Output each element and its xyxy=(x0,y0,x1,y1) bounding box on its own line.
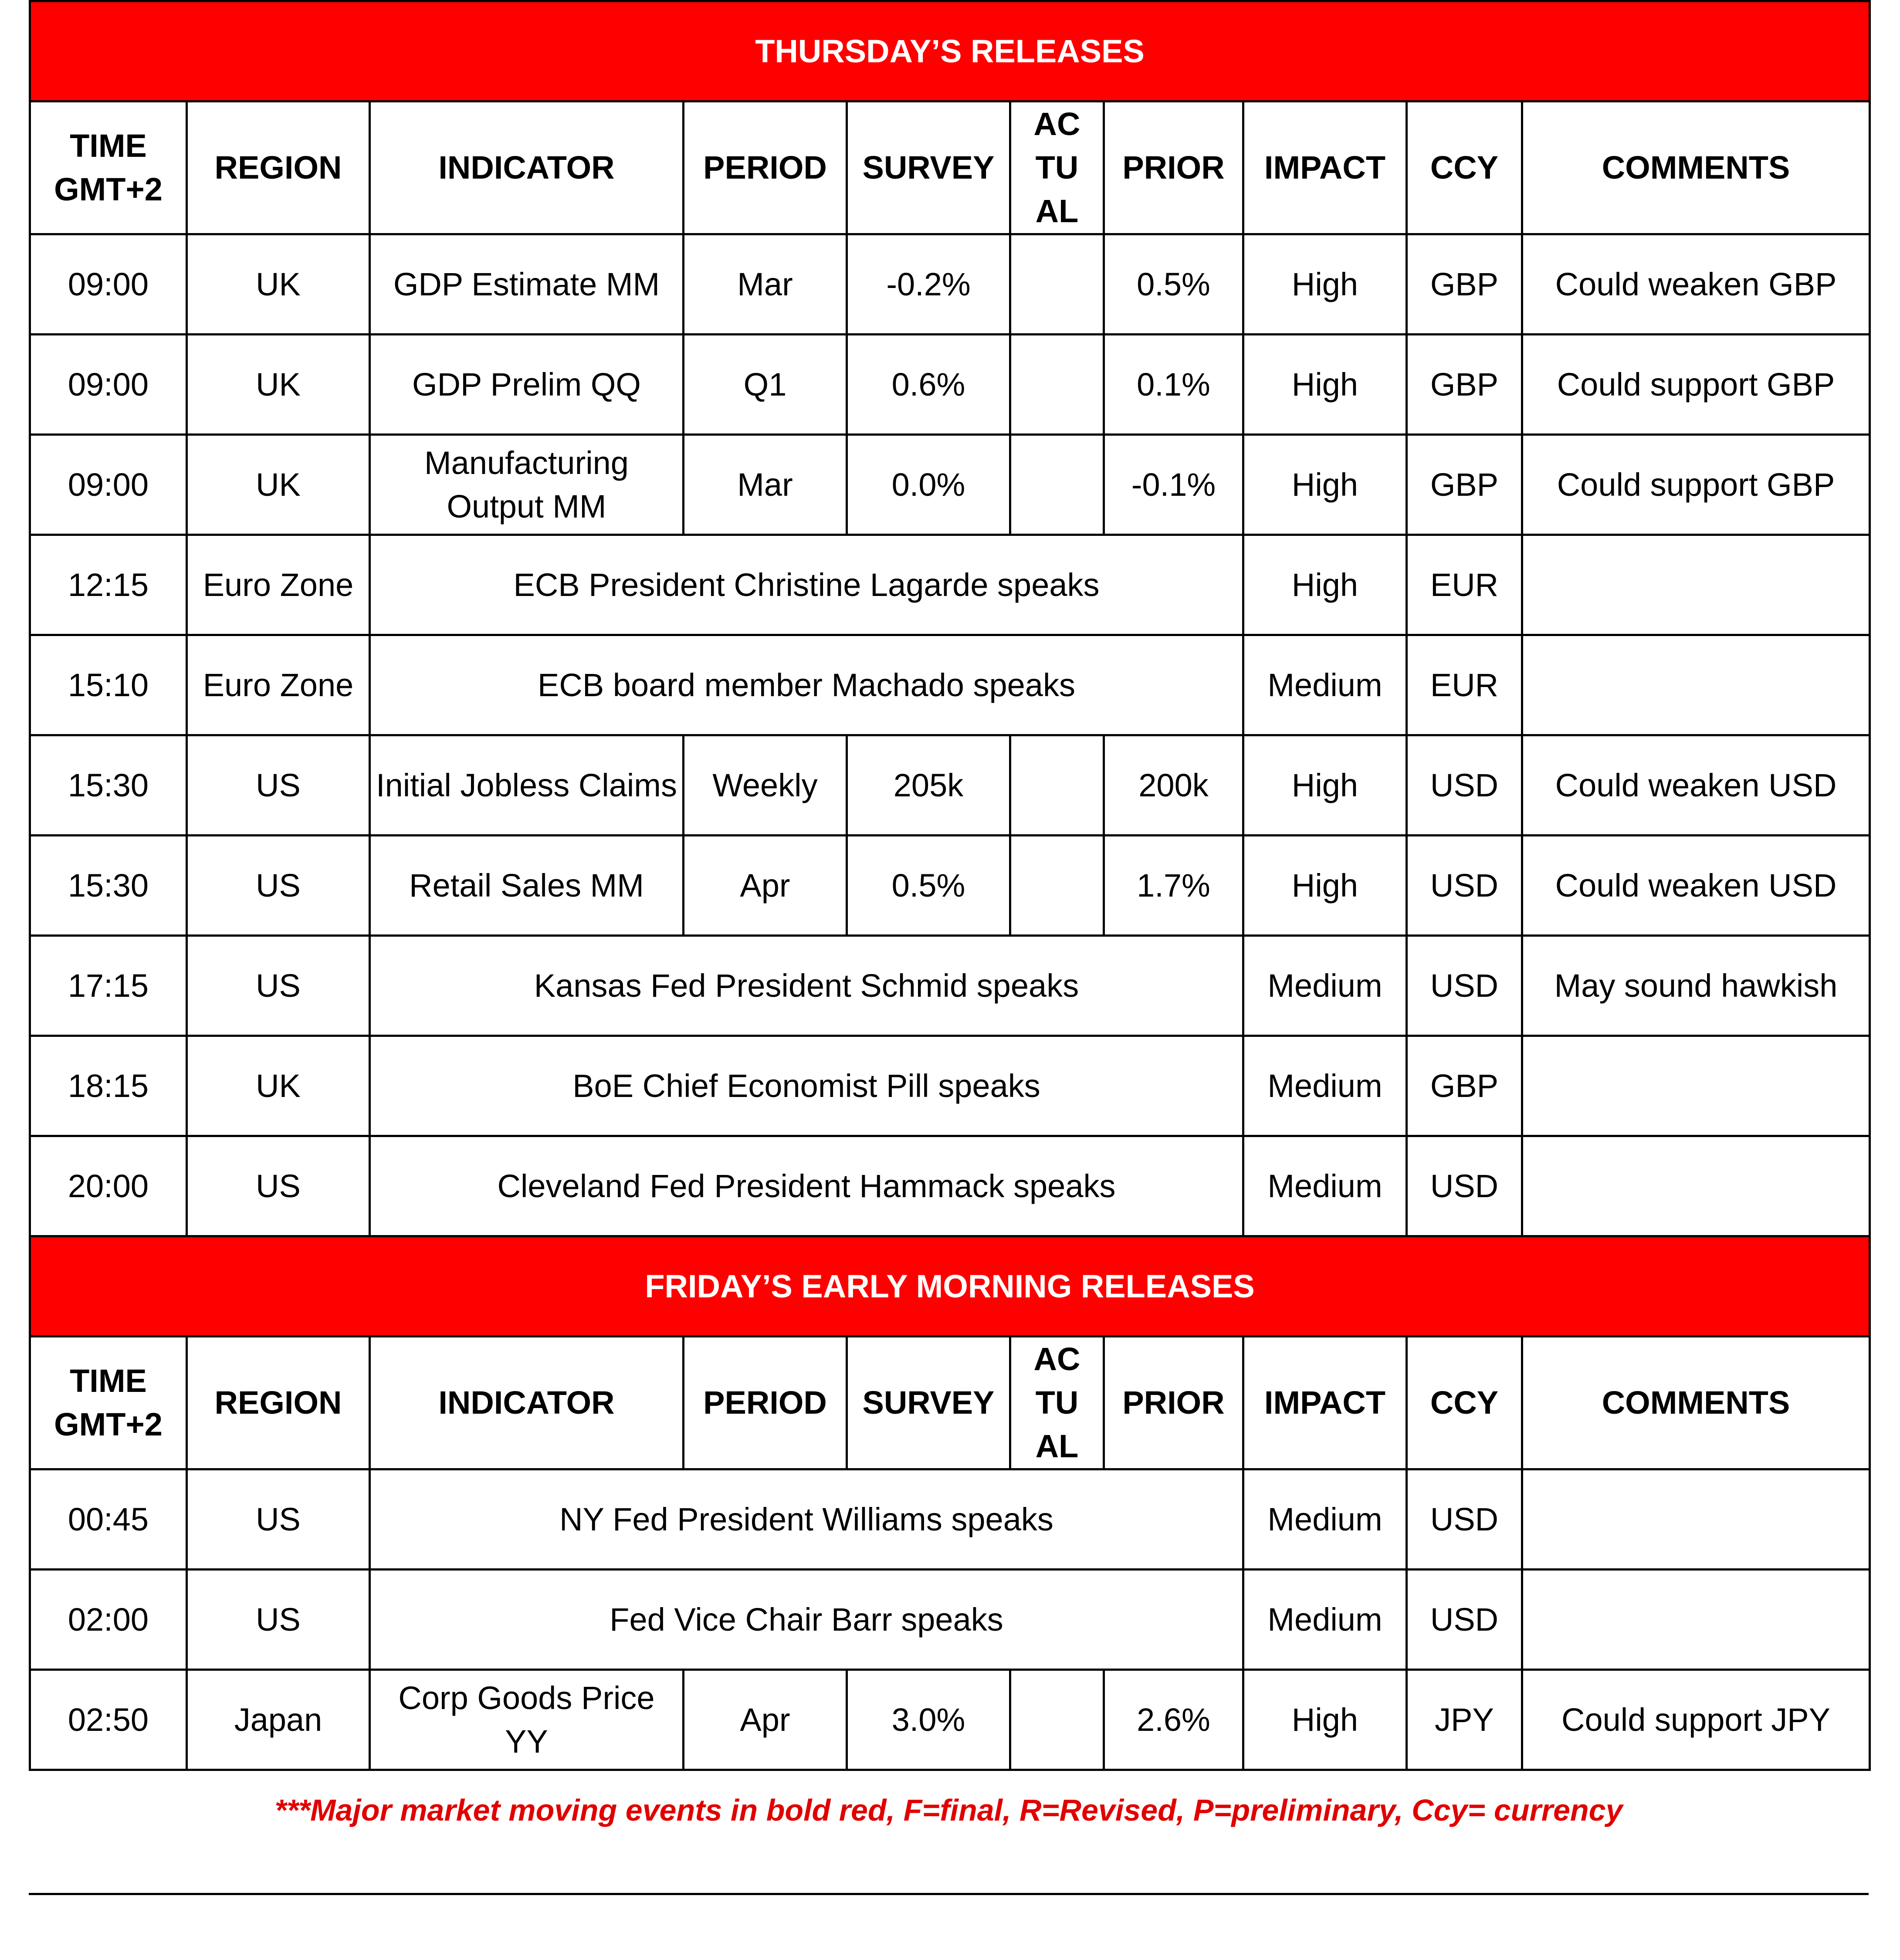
indicator-cell: Manufacturing Output MM xyxy=(370,435,684,535)
table-row xyxy=(30,335,1870,435)
period-cell: Weekly xyxy=(684,735,847,836)
actual-cell xyxy=(1010,234,1104,335)
column-header: IMPACT xyxy=(1243,1337,1407,1469)
actual-cell xyxy=(1010,836,1104,936)
comments-cell: Could weaken USD xyxy=(1522,836,1870,936)
time-cell: 02:50 xyxy=(30,1670,187,1770)
event-cell: Fed Vice Chair Barr speaks xyxy=(370,1570,1243,1670)
region-cell: US xyxy=(187,1570,370,1670)
time-cell: 17:15 xyxy=(30,936,187,1036)
survey-cell: 205k xyxy=(847,735,1010,836)
calendar-wrapper xyxy=(29,0,1869,1771)
region-cell: US xyxy=(187,1136,370,1236)
region-cell: UK xyxy=(187,335,370,435)
region-cell: US xyxy=(187,1469,370,1570)
comments-cell xyxy=(1522,1136,1870,1236)
comments-cell: Could support GBP xyxy=(1522,435,1870,535)
column-header: AC TU AL xyxy=(1010,1337,1104,1469)
impact-cell: High xyxy=(1243,535,1407,635)
time-cell: 09:00 xyxy=(30,335,187,435)
ccy-cell: GBP xyxy=(1407,234,1522,335)
impact-cell: Medium xyxy=(1243,1136,1407,1236)
region-cell: UK xyxy=(187,435,370,535)
event-cell: Kansas Fed President Schmid speaks xyxy=(370,936,1243,1036)
column-header: REGION xyxy=(187,102,370,234)
column-header: INDICATOR xyxy=(370,102,684,234)
column-header: PRIOR xyxy=(1104,1337,1243,1469)
period-cell: Mar xyxy=(684,435,847,535)
comments-cell: Could support JPY xyxy=(1522,1670,1870,1770)
actual-cell xyxy=(1010,335,1104,435)
actual-cell xyxy=(1010,735,1104,836)
table-row xyxy=(30,936,1870,1036)
time-cell: 15:30 xyxy=(30,836,187,936)
impact-cell: High xyxy=(1243,1670,1407,1770)
region-cell: Euro Zone xyxy=(187,635,370,735)
ccy-cell: GBP xyxy=(1407,335,1522,435)
column-header: TIME GMT+2 xyxy=(30,1337,187,1469)
region-cell: US xyxy=(187,836,370,936)
table-row xyxy=(30,234,1870,335)
event-cell: NY Fed President Williams speaks xyxy=(370,1469,1243,1570)
time-cell: 18:15 xyxy=(30,1036,187,1136)
table-row xyxy=(30,535,1870,635)
section-banner xyxy=(30,1,1870,102)
column-header: TIME GMT+2 xyxy=(30,102,187,234)
time-cell: 09:00 xyxy=(30,234,187,335)
section-title: THURSDAY’S RELEASES xyxy=(30,1,1870,102)
table-row xyxy=(30,1670,1870,1770)
comments-cell: Could weaken GBP xyxy=(1522,234,1870,335)
actual-cell xyxy=(1010,1670,1104,1770)
table-row xyxy=(30,1136,1870,1236)
column-header: PRIOR xyxy=(1104,102,1243,234)
survey-cell: 3.0% xyxy=(847,1670,1010,1770)
ccy-cell: USD xyxy=(1407,1570,1522,1670)
column-header: AC TU AL xyxy=(1010,102,1104,234)
actual-cell xyxy=(1010,435,1104,535)
economic-calendar-table xyxy=(29,0,1871,1771)
impact-cell: High xyxy=(1243,234,1407,335)
table-row xyxy=(30,1469,1870,1570)
survey-cell: 0.6% xyxy=(847,335,1010,435)
table-row xyxy=(30,836,1870,936)
prior-cell: 0.1% xyxy=(1104,335,1243,435)
header-row xyxy=(30,1337,1870,1469)
ccy-cell: JPY xyxy=(1407,1670,1522,1770)
ccy-cell: EUR xyxy=(1407,535,1522,635)
bottom-divider xyxy=(29,1893,1869,1895)
ccy-cell: USD xyxy=(1407,1469,1522,1570)
table-row xyxy=(30,1570,1870,1670)
region-cell: UK xyxy=(187,234,370,335)
footnote: ***Major market moving events in bold red, F=final, R=Revised, P=preliminary, Ccy= currency xyxy=(274,1793,1623,1827)
event-cell: ECB President Christine Lagarde speaks xyxy=(370,535,1243,635)
event-cell: ECB board member Machado speaks xyxy=(370,635,1243,735)
prior-cell: 1.7% xyxy=(1104,836,1243,936)
prior-cell: -0.1% xyxy=(1104,435,1243,535)
period-cell: Apr xyxy=(684,836,847,936)
ccy-cell: EUR xyxy=(1407,635,1522,735)
time-cell: 09:00 xyxy=(30,435,187,535)
ccy-cell: GBP xyxy=(1407,1036,1522,1136)
ccy-cell: USD xyxy=(1407,836,1522,936)
impact-cell: High xyxy=(1243,435,1407,535)
event-cell: BoE Chief Economist Pill speaks xyxy=(370,1036,1243,1136)
prior-cell: 2.6% xyxy=(1104,1670,1243,1770)
column-header: COMMENTS xyxy=(1522,102,1870,234)
column-header: SURVEY xyxy=(847,102,1010,234)
period-cell: Mar xyxy=(684,234,847,335)
region-cell: Euro Zone xyxy=(187,535,370,635)
ccy-cell: GBP xyxy=(1407,435,1522,535)
section-title: FRIDAY’S EARLY MORNING RELEASES xyxy=(30,1236,1870,1337)
section-banner xyxy=(30,1236,1870,1337)
period-cell: Q1 xyxy=(684,335,847,435)
prior-cell: 0.5% xyxy=(1104,234,1243,335)
table-row xyxy=(30,735,1870,836)
time-cell: 15:10 xyxy=(30,635,187,735)
region-cell: US xyxy=(187,735,370,836)
indicator-cell: GDP Prelim QQ xyxy=(370,335,684,435)
impact-cell: Medium xyxy=(1243,635,1407,735)
impact-cell: High xyxy=(1243,735,1407,836)
comments-cell xyxy=(1522,535,1870,635)
impact-cell: Medium xyxy=(1243,1469,1407,1570)
table-row xyxy=(30,435,1870,535)
impact-cell: High xyxy=(1243,335,1407,435)
column-header: INDICATOR xyxy=(370,1337,684,1469)
region-cell: UK xyxy=(187,1036,370,1136)
prior-cell: 200k xyxy=(1104,735,1243,836)
comments-cell xyxy=(1522,1469,1870,1570)
comments-cell xyxy=(1522,1036,1870,1136)
period-cell: Apr xyxy=(684,1670,847,1770)
region-cell: US xyxy=(187,936,370,1036)
comments-cell: May sound hawkish xyxy=(1522,936,1870,1036)
indicator-cell: GDP Estimate MM xyxy=(370,234,684,335)
indicator-cell: Retail Sales MM xyxy=(370,836,684,936)
survey-cell: 0.5% xyxy=(847,836,1010,936)
indicator-cell: Corp Goods Price YY xyxy=(370,1670,684,1770)
column-header: PERIOD xyxy=(684,102,847,234)
impact-cell: Medium xyxy=(1243,1570,1407,1670)
ccy-cell: USD xyxy=(1407,936,1522,1036)
time-cell: 02:00 xyxy=(30,1570,187,1670)
indicator-cell: Initial Jobless Claims xyxy=(370,735,684,836)
comments-cell: Could support GBP xyxy=(1522,335,1870,435)
time-cell: 12:15 xyxy=(30,535,187,635)
calendar-body xyxy=(30,1,1870,1770)
time-cell: 15:30 xyxy=(30,735,187,836)
time-cell: 20:00 xyxy=(30,1136,187,1236)
column-header: PERIOD xyxy=(684,1337,847,1469)
comments-cell: Could weaken USD xyxy=(1522,735,1870,836)
impact-cell: High xyxy=(1243,836,1407,936)
comments-cell xyxy=(1522,635,1870,735)
event-cell: Cleveland Fed President Hammack speaks xyxy=(370,1136,1243,1236)
column-header: SURVEY xyxy=(847,1337,1010,1469)
time-cell: 00:45 xyxy=(30,1469,187,1570)
survey-cell: -0.2% xyxy=(847,234,1010,335)
column-header: CCY xyxy=(1407,1337,1522,1469)
column-header: COMMENTS xyxy=(1522,1337,1870,1469)
header-row xyxy=(30,102,1870,234)
column-header: CCY xyxy=(1407,102,1522,234)
column-header: IMPACT xyxy=(1243,102,1407,234)
survey-cell: 0.0% xyxy=(847,435,1010,535)
impact-cell: Medium xyxy=(1243,936,1407,1036)
table-row xyxy=(30,1036,1870,1136)
comments-cell xyxy=(1522,1570,1870,1670)
region-cell: Japan xyxy=(187,1670,370,1770)
table-row xyxy=(30,635,1870,735)
ccy-cell: USD xyxy=(1407,1136,1522,1236)
column-header: REGION xyxy=(187,1337,370,1469)
ccy-cell: USD xyxy=(1407,735,1522,836)
impact-cell: Medium xyxy=(1243,1036,1407,1136)
